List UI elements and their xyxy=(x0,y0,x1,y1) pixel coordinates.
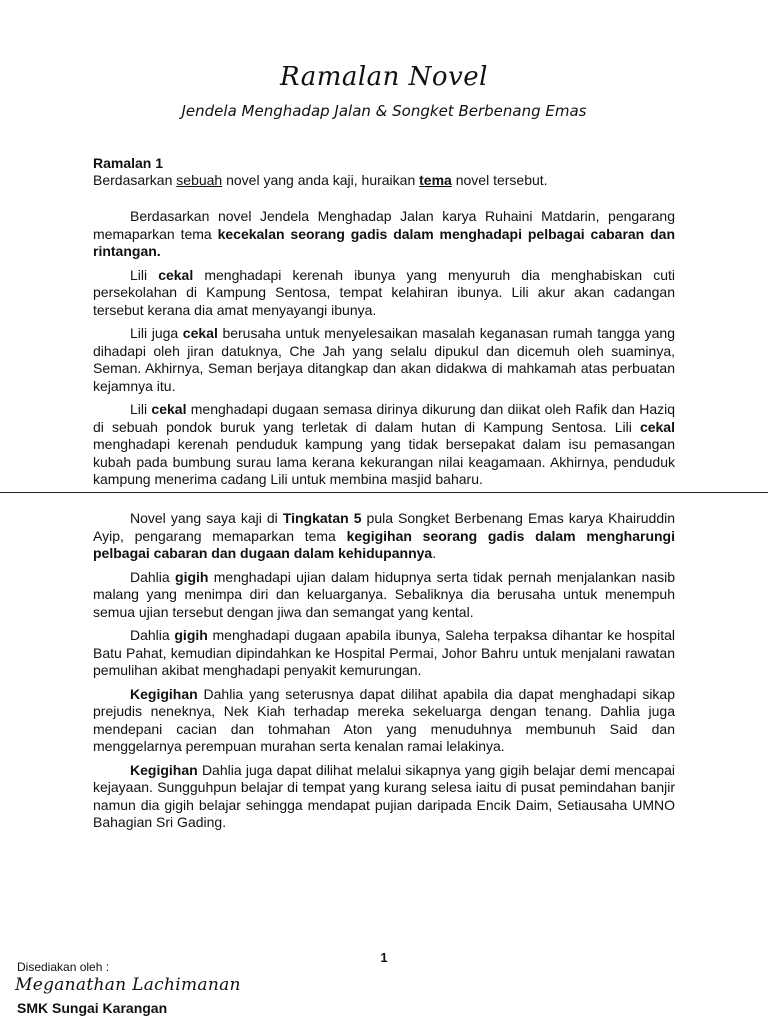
section-novel-1 xyxy=(93,208,675,495)
keyword-cekal: cekal xyxy=(639,418,675,435)
question-text-part: novel yang anda kaji, huraikan xyxy=(222,172,420,188)
page-number: 1 xyxy=(380,950,388,965)
theme-highlight: kegigihan seorang gadis dalam mengharungi pelbagai cabaran dan dugaan dalam kehidupannya xyxy=(93,527,675,561)
paragraph: Novel yang saya kaji di Tingkatan 5 pula Songket Berbenang Emas karya Khairuddin Ayip, pengarang memaparkan tema kegigihan seorang gadis dalam mengharungi pelbagai cabaran dan dugaan dalam kehidupannya. xyxy=(93,510,676,561)
keyword-cekal: cekal xyxy=(151,401,187,417)
paragraph: Berdasarkan novel Jendela Menghadap Jalan karya Ruhaini Matdarin, pengarang memaparkan tema kecekalan seorang gadis dalam menghadapi pelbagai cabaran dan rintangan. xyxy=(93,208,676,259)
question-text xyxy=(93,172,548,188)
question-text-part: Berdasarkan xyxy=(93,172,177,188)
prepared-by-label: Disediakan oleh : xyxy=(17,960,110,974)
paragraph: Dahlia gigih menghadapi ujian dalam hidupnya serta tidak pernah menjalankan nasib malang yang menimpa diri dan keluarganya. Sebaliknya dia berusaha untuk menempuh semua ujian tersebut dengan jiwa dan semangat yang kental. xyxy=(93,568,675,620)
keyword-kegigihan: Kegigihan xyxy=(130,685,198,702)
page-divider xyxy=(0,492,768,493)
question-emphasis-sebuah: sebuah xyxy=(176,172,223,188)
keyword-cekal: cekal xyxy=(182,325,218,341)
question-heading: Ramalan 1 xyxy=(93,155,164,171)
keyword-cekal: cekal xyxy=(158,266,194,283)
paragraph: Lili cekal menghadapi dugaan semasa dirinya dikurung dan diikat oleh Rafik dan Haziq di sebuah pondok buruk yang terletak di dalam hutan di Kampung Sentosa. Lili cekal menghadapi kerenah penduduk kampung yang tidak bersepakat dalam isu pemasangan kubah pada bumbung surau lama kerana kekurangan nilai keagamaan. Akhirnya, penduduk kampung menerima cadang Lili untuk membina masjid baharu. xyxy=(93,401,675,487)
school-name: SMK Sungai Karangan xyxy=(17,1000,168,1016)
question-text-part: novel tersebut. xyxy=(451,172,548,188)
keyword-gigih: gigih xyxy=(175,568,209,585)
theme-highlight: kecekalan seorang gadis dalam menghadapi pelbagai cabaran dan rintangan. xyxy=(93,225,676,259)
paragraph: Lili cekal menghadapi kerenah ibunya yang menyuruh dia menghabiskan cuti persekolahan di Kampung Sentosa, tempat kelahiran ibunya. Lili akur akan cadangan tersebut kerana dia amat menyayangi ibunya. xyxy=(93,266,675,318)
question-emphasis-tema: tema xyxy=(419,172,452,188)
document-title: Ramalan Novel xyxy=(280,62,488,92)
keyword-gigih: gigih xyxy=(174,627,208,643)
author-signature: Meganathan Lachimanan xyxy=(15,975,241,995)
keyword-tingkatan: Tingkatan 5 xyxy=(282,510,362,526)
paragraph: Lili juga cekal berusaha untuk menyelesaikan masalah keganasan rumah tangga yang dihadapi oleh jiran datuknya, Che Jah yang selalu dipukul dan dicemuh oleh suaminya, Seman. Akhirnya, Seman berjaya ditangkap dan akan didakwa di mahkamah atas perbuatan kejamnya itu. xyxy=(93,325,675,394)
paragraph: Kegigihan Dahlia juga dapat dilihat melalui sikapnya yang gigih belajar demi mencapai kejayaan. Sungguhpun belajar di tempat yang kurang selesa iaitu di pusat pemindahan banjir namun dia gigih belajar sehingga mendapat pujian daripada Encik Daim, Setiausaha UMNO Bahagian Sri Gading. xyxy=(93,761,675,830)
paragraph: Kegigihan Dahlia yang seterusnya dapat dilihat apabila dia dapat menghadapi sikap prejudis neneknya, Nek Kiah terhadap mereka sekeluarga dengan tenang. Dahlia juga mendepani cacian dan tohmahan Aton yang menuduhnya membunuh Said dan menggelarnya perempuan murahan serta kenalan ramai lelakinya. xyxy=(93,685,675,754)
section-novel-2 xyxy=(93,510,675,838)
document-subtitle: Jendela Menghadap Jalan & Songket Berbenang Emas xyxy=(181,102,587,120)
paragraph: Dahlia gigih menghadapi dugaan apabila ibunya, Saleha terpaksa dihantar ke hospital Batu Pahat, kemudian dipindahkan ke Hospital Permai, Johor Bahru untuk menjalani rawatan pemulihan akibat menghadapi penyakit kemurungan. xyxy=(93,627,675,678)
keyword-kegigihan: Kegigihan xyxy=(130,761,198,778)
